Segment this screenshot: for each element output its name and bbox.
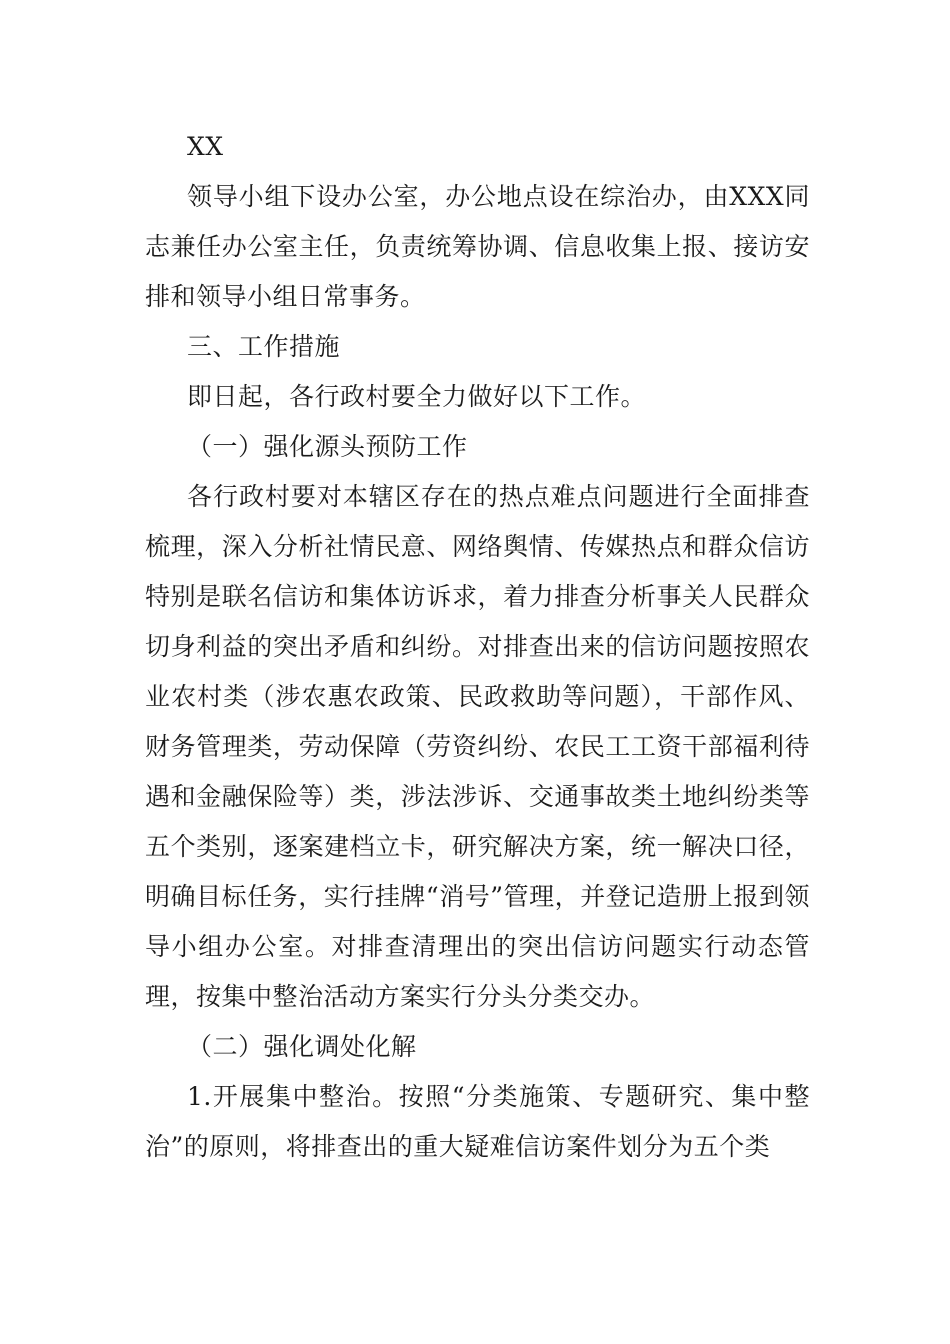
- subheading-mediation: （二）强化调处化解: [187, 1032, 417, 1061]
- paragraph-concentrated-rectification: 1.开展集中整治。按照“分类施策、专题研究、集中整治”的原则，将排查出的重大疑难信访案件划分为五个类: [145, 1082, 810, 1161]
- heading-work-measures: 三、工作措施: [187, 332, 341, 361]
- paragraph-office-setup: 领导小组下设办公室，办公地点设在综治办，由XXX同志兼任办公室主任，负责统筹协调、信息收集上报、接访安排和领导小组日常事务。: [145, 182, 810, 311]
- paragraph-source-prevention: 各行政村要对本辖区存在的热点难点问题进行全面排查梳理，深入分析社情民意、网络舆情、传媒热点和群众信访特别是联名信访和集体访诉求，着力排查分析事关人民群众切身利益的突出矛盾和纠纷。对排查出来的信访问题按照农业农村类（涉农惠农政策、民政救助等问题），干部作风、财务管理类，劳动保障（劳资纠纷、农民工工资干部福利待遇和金融保险等）类，涉法涉诉、交通事故类土地纠纷类等五个类别，逐案建档立卡，研究解决方案，统一解决口径，明确目标任务，实行挂牌“消号”管理，并登记造册上报到领导小组办公室。对排查清理出的突出信访问题实行动态管理，按集中整治活动方案实行分头分类交办。: [145, 482, 810, 1011]
- paragraph-intro: 即日起，各行政村要全力做好以下工作。: [187, 382, 647, 411]
- document-body: [145, 122, 810, 1172]
- subheading-source-prevention: （一）强化源头预防工作: [187, 432, 468, 461]
- paragraph-leader-name: XX: [187, 132, 224, 161]
